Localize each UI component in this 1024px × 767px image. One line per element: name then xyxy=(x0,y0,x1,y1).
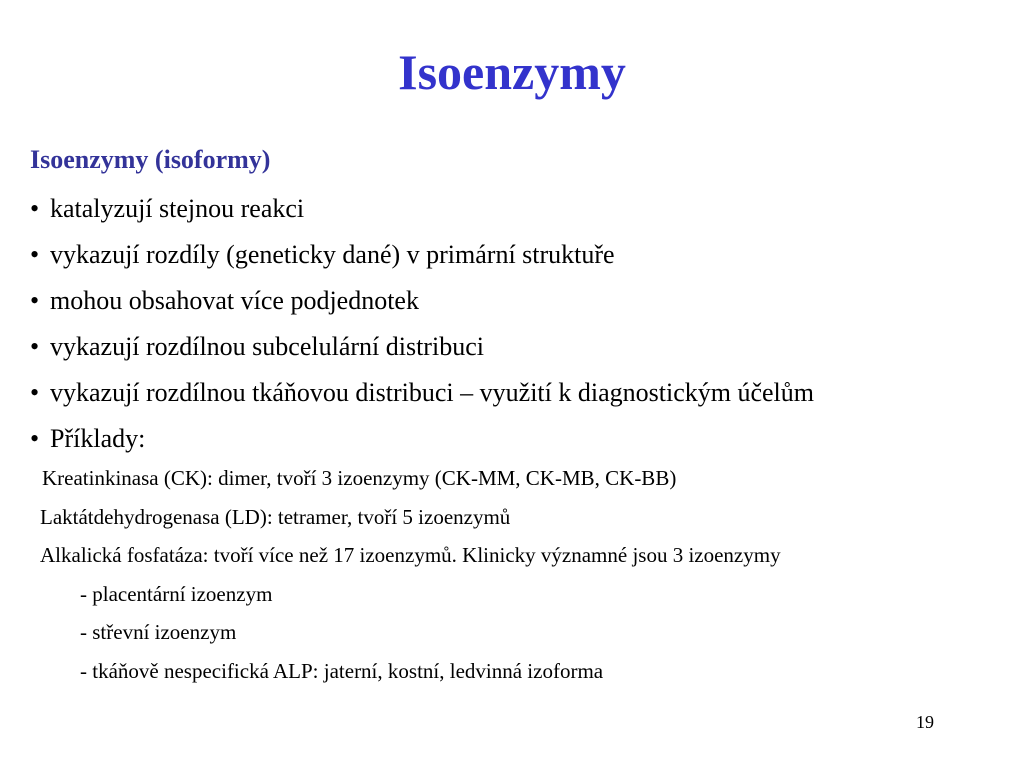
bullet-item xyxy=(30,416,814,462)
example-item: Laktátdehydrogenasa (LD): tetramer, tvoří 5 izoenzymů xyxy=(40,504,511,529)
example-list xyxy=(0,459,781,691)
example-item: Kreatinkinasa (CK): dimer, tvoří 3 izoenzymy (CK-MM, CK-MB, CK-BB) xyxy=(42,466,677,490)
bullet-symbol: • xyxy=(30,424,40,453)
bullet-item xyxy=(30,324,814,370)
bullet-text: vykazují rozdíly (geneticky dané) v primární struktuře xyxy=(50,240,615,269)
page-number: 19 xyxy=(916,712,934,732)
bullet-symbol: • xyxy=(30,286,40,315)
bullet-item xyxy=(30,370,814,416)
bullet-symbol: • xyxy=(30,378,40,407)
example-item: Alkalická fosfatáza: tvoří více než 17 izoenzymů. Klinicky významné jsou 3 izoenzymy xyxy=(40,543,781,568)
bullet-symbol: • xyxy=(30,332,40,361)
example-subitem: - střevní izoenzym xyxy=(80,620,237,645)
example-subitem: - placentární izoenzym xyxy=(80,581,273,606)
bullet-list xyxy=(30,186,814,462)
bullet-text: Příklady: xyxy=(50,424,146,453)
slide-subtitle: Isoenzymy (isoformy) xyxy=(30,145,271,174)
bullet-text: vykazují rozdílnou tkáňovou distribuci – využití k diagnostickým účelům xyxy=(50,378,814,407)
bullet-item xyxy=(30,278,814,324)
bullet-item xyxy=(30,186,814,232)
example-subitem: - tkáňově nespecifická ALP: jaterní, kostní, ledvinná izoforma xyxy=(80,658,604,683)
bullet-symbol: • xyxy=(30,240,40,269)
bullet-text: vykazují rozdílnou subcelulární distribuci xyxy=(50,332,484,361)
bullet-symbol: • xyxy=(30,194,40,223)
slide-title: Isoenzymy xyxy=(398,44,626,100)
bullet-item xyxy=(30,232,814,278)
bullet-text: katalyzují stejnou reakci xyxy=(50,194,305,223)
bullet-text: mohou obsahovat více podjednotek xyxy=(50,286,419,315)
